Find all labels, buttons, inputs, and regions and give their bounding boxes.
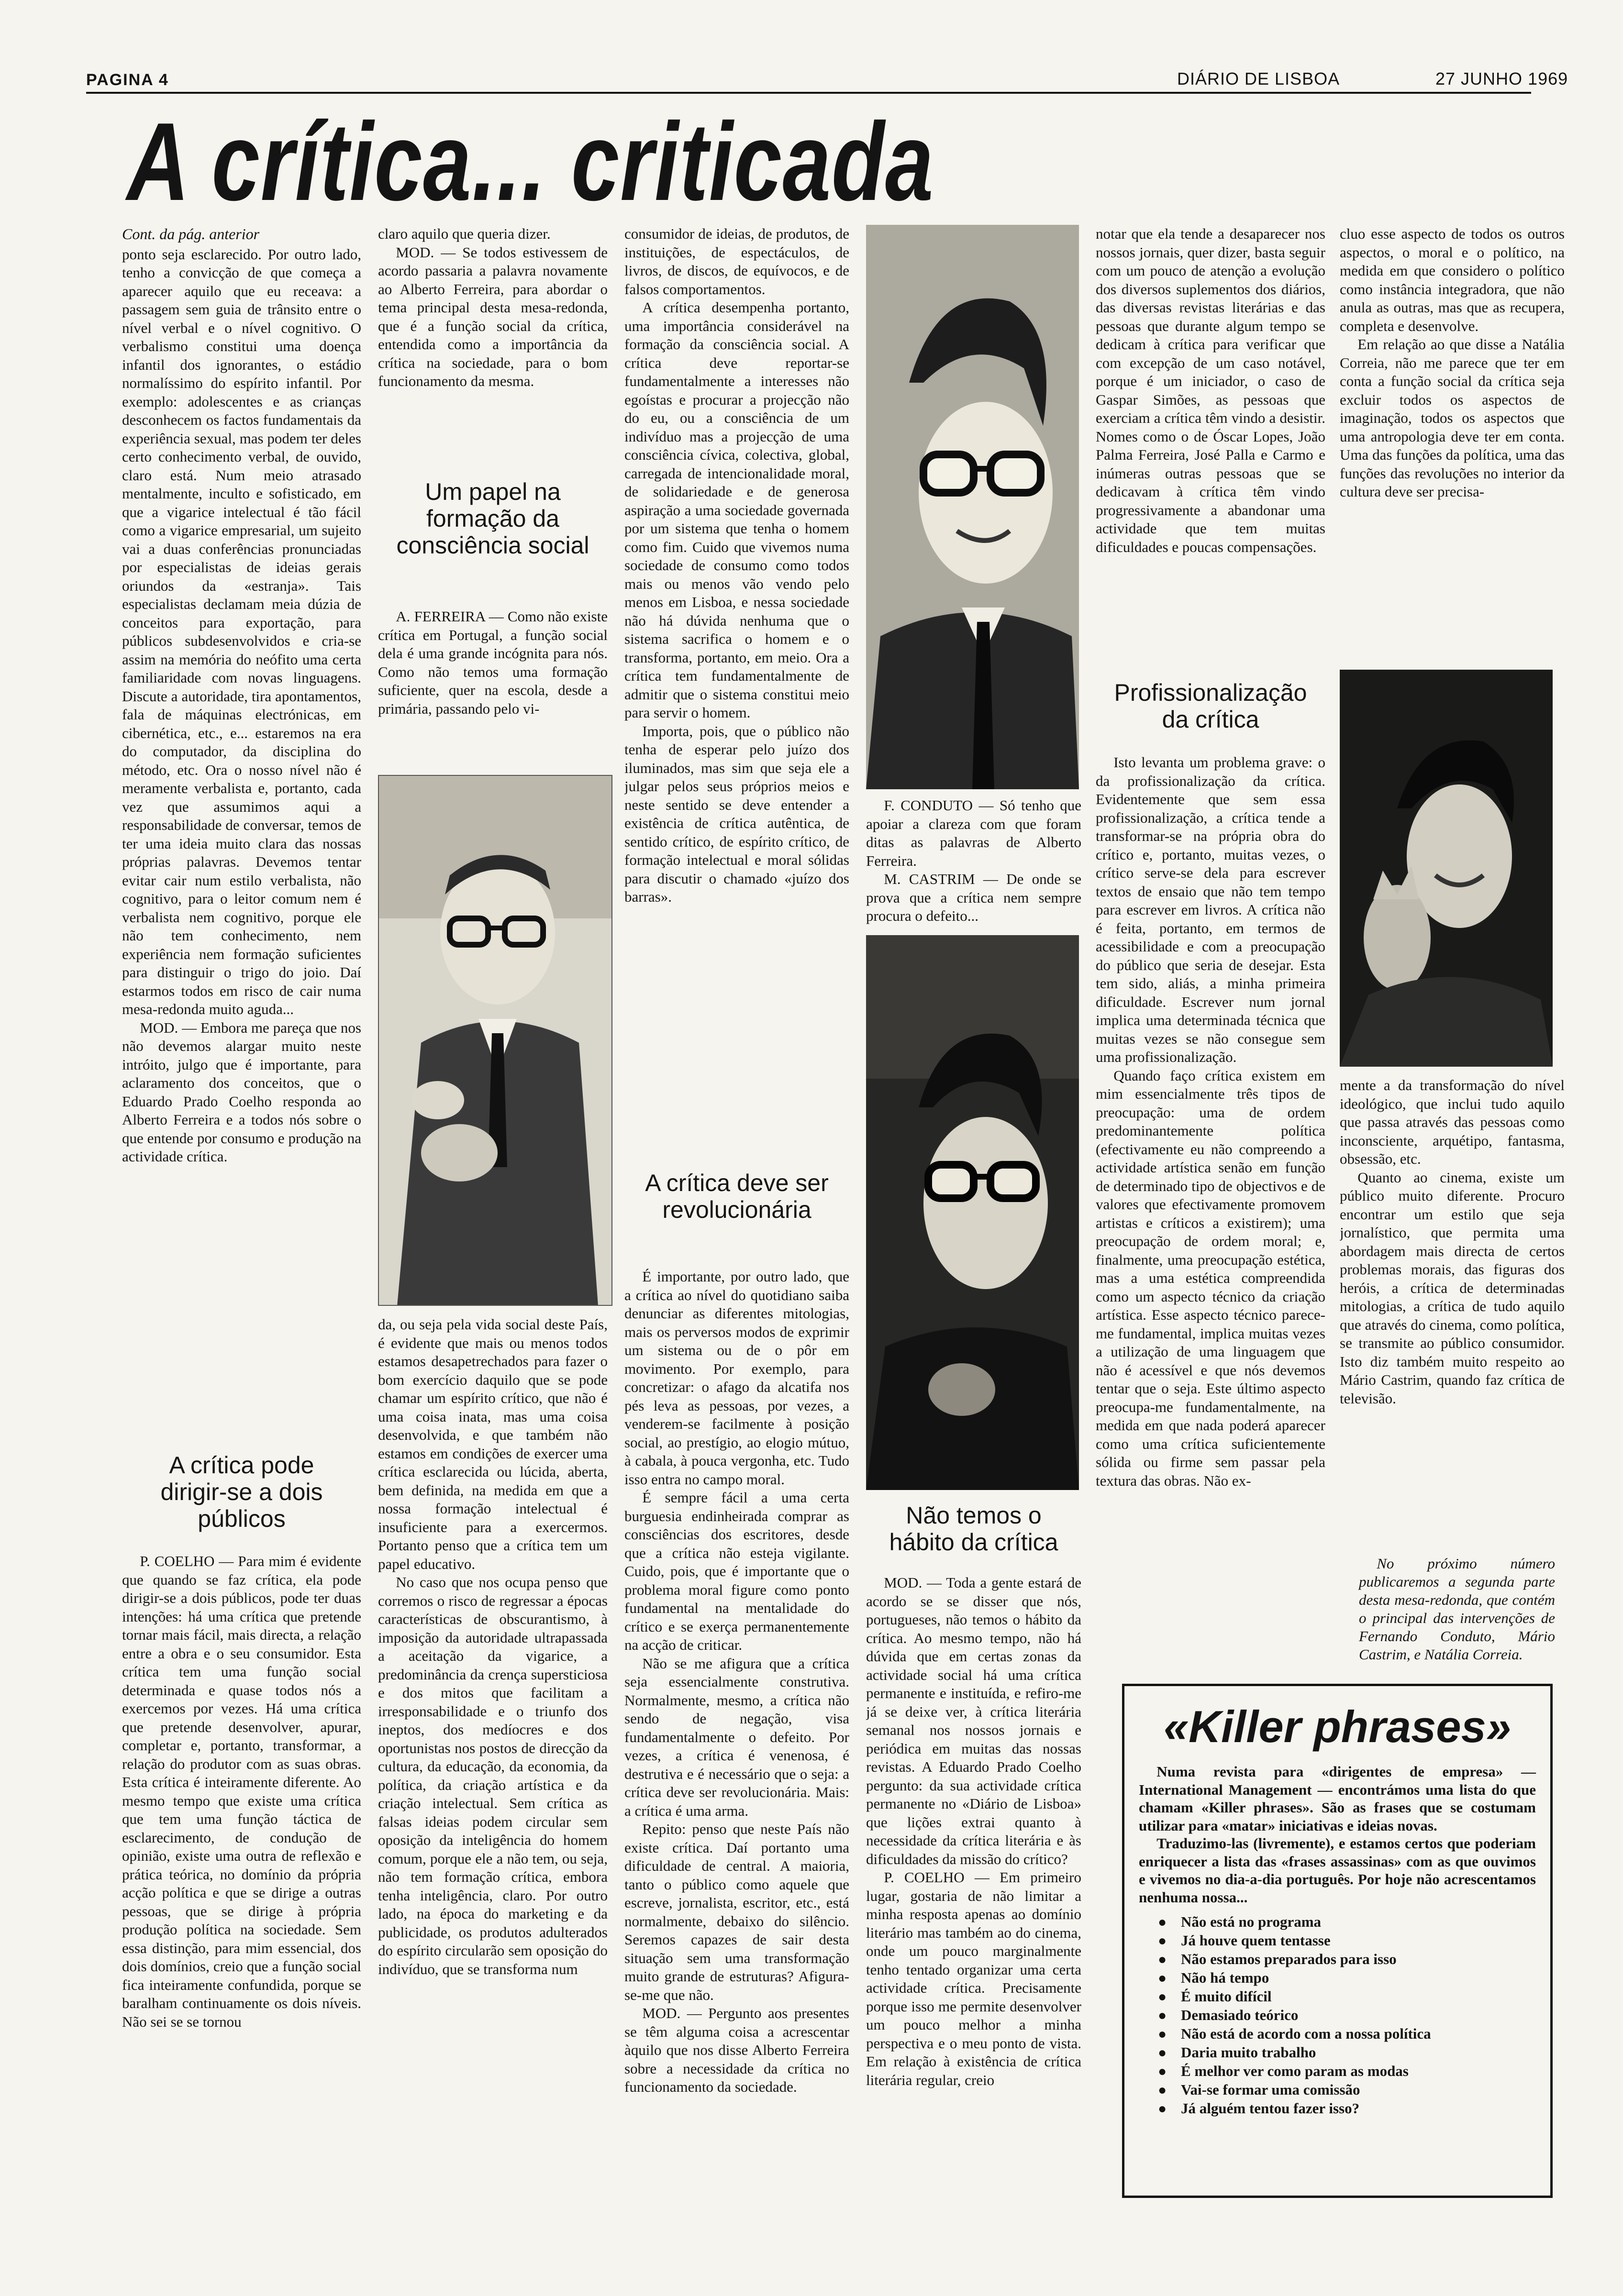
paragraph: É importante, por outro lado, que a crítica ao nível do quotidiano saiba denunciar as diferentes mitologias, mais os perversos modos de exprimir um sistema ou de o pôr em movimento. Por exemplo, para concretizar: o afago da alcatifa nos pés leva as pessoas, por vezes, a venderem-se facilmente à posição social, ao prestígio, ao elogio mútuo, à cabala, à pouca vergonha, etc. Tudo isso entra no campo moral. bbox=[624, 1268, 849, 1488]
paragraph: MOD. — Embora me pareça que nos não devemos alargar muito neste intróito, julgo que é importante, para aclaramento dos conceitos, que o Eduardo Prado Coelho responda ao Alberto Ferreira e a todos nós sobre o que entende por consumo e produção na actividade crítica. bbox=[122, 1019, 361, 1165]
headline: A crítica... criticada bbox=[127, 100, 934, 224]
killer-phrase-item bbox=[1158, 2081, 1550, 2099]
killer-phrases-title: «Killer phrases» bbox=[1163, 1701, 1512, 1752]
column-2-top-paragraph bbox=[378, 607, 608, 765]
column-4-continued bbox=[866, 1574, 1081, 2186]
column-2-continued bbox=[378, 1315, 608, 2186]
paragraph: É sempre fácil a uma certa burguesia endinheirada comprar as consciências dos escritores, desde que a crítica não esteja vigilante. Cuido, pois, que é importante que o problema moral figure como ponto fundamental na mentalidade do crítico e se exerça permanentemente na acção de criticar. bbox=[624, 1489, 849, 1653]
killer-phrases-intro bbox=[1124, 1763, 1550, 1906]
continued-note: Cont. da pág. anterior bbox=[122, 225, 260, 243]
killer-phrase-text: Demasiado teórico bbox=[1181, 2007, 1299, 2023]
paragraph: Numa revista para «dirigentes de empresa» — International Management — encontrámos uma lista do que chamam «Killer phrases». São as frases que se costumam utilizar para «matar» iniciativas e ideias novas. bbox=[1139, 1763, 1536, 1834]
man-gesturing-photo bbox=[1340, 670, 1553, 1067]
killer-phrases-list bbox=[1124, 1913, 1550, 2118]
bullet-icon: ● bbox=[1158, 1914, 1167, 1930]
bullet-icon: ● bbox=[1158, 1933, 1167, 1949]
bullet-icon: ● bbox=[1158, 2082, 1167, 2098]
subhead-critica-revolucionaria: A crítica deve ser revolucionária bbox=[645, 1170, 829, 1223]
killer-phrase-text: Não está no programa bbox=[1181, 1913, 1322, 1930]
bullet-icon: ● bbox=[1158, 2064, 1167, 2079]
column-5-continued bbox=[1096, 753, 1325, 1657]
paragraph: MOD. — Toda a gente estará de acordo se se disser que nós, portugueses, não temos o hábito da crítica. Ao mesmo tempo, não há dúvida que em certas zonas da actividade social há uma crítica permanente e instituída, e refiro-me já se deixe ver, à crítica literária semanal nos nossos jornais e periódica em muitas das nossas revistas. A Eduardo Prado Coelho pergunto: da sua actividade crítica permanente no «Diário de Lisboa» que lições extrai quanto à necessidade da crítica literária e às dificuldades da missão do crítico? bbox=[866, 1574, 1081, 1867]
column-6 bbox=[1340, 225, 1565, 569]
column-5 bbox=[1096, 225, 1325, 670]
column-1 bbox=[122, 225, 361, 1492]
column-1-continued bbox=[122, 1552, 361, 2188]
paragraph: MOD. — Pergunto aos presentes se têm alguma coisa a acrescentar àquilo que nos disse Alberto Ferreira sobre a necessidade da crítica no funcionamento da sociedade. bbox=[624, 2005, 849, 2095]
killer-phrase-item bbox=[1158, 2006, 1550, 2025]
newspaper-name: DIÁRIO DE LISBOA bbox=[1177, 69, 1340, 88]
paragraph: consumidor de ideias, de produtos, de instituições, de espectáculos, de livros, de discos, de equívocos, e de falsos comportamentos. bbox=[624, 225, 849, 298]
paragraph: F. CONDUTO — Só tenho que apoiar a clareza com que foram ditas as palavras de Alberto Ferreira. bbox=[866, 797, 1081, 869]
next-issue-note bbox=[1359, 1555, 1555, 1665]
paragraph: Repito: penso que neste País não existe crítica. Daí portanto uma dificuldade de central. A maioria, tanto o público como aquele que escreve, jornalista, escritor, etc., está normalmente, debaixo do silêncio. Seremos capazes de sair desta situação sem uma transformação muito grande de estruturas? Afigura-se-me que não. bbox=[624, 1821, 849, 2003]
paragraph: Quando faço crítica existem em mim essencialmente três tipos de preocupação: uma de ordem predominantemente política (efectivamente eu não compreendo a actividade artística senão em função de determinado tipo de objectivos e de valores que efectivamente promovem artistas e críticos a existirem); uma preocupação de ordem moral; e, finalmente, uma preocupação estética, mas a uma estética compreendida como um aspecto técnico da criação artística. Esse aspecto técnico parece-me fundamental, implica muitas vezes a utilização de uma linguagem que não é acessível e que nós devemos tentar que o seja. Este último aspecto preocupa-me fundamentalmente, na medida em que nada poderá aparecer como uma crítica suficientemente sólida ou firme sem passar pela textura das obras. Não ex- bbox=[1096, 1067, 1325, 1489]
killer-phrase-text: É melhor ver como param as modas bbox=[1181, 2063, 1409, 2079]
paragraph: A. FERREIRA — Como não existe crítica em Portugal, a função social dela é uma grande incógnita para nós. Como não temos uma formação suficiente, quer na escola, desde a primária, passando pelo vi- bbox=[378, 608, 608, 717]
column-3 bbox=[624, 225, 849, 1143]
paragraph: Traduzimo-las (livremente), e estamos certos que poderiam enriquecer a lista das «frases assassinas» com as que ouvimos e vivemos no dia-a-dia português. Por hoje não acrescentamos nenhuma nossa... bbox=[1139, 1835, 1536, 1906]
column-6-continued bbox=[1340, 1076, 1565, 1555]
paragraph: M. CASTRIM — De onde se prova que a crítica nem sempre procura o defeito... bbox=[866, 871, 1081, 924]
paragraph: notar que ela tende a desaparecer nos nossos jornais, quer dizer, basta seguir com um pouco de atenção a evolução dos diversos suplementos dos diários, das diversas revistas literárias e das pessoas que durante algum tempo se dedicam à crítica para verificar que com excepção de um caso notável, porque é um iniciador, o caso de Gaspar Simões, as pessoas que exerciam a crítica têm vindo a desistir. Nomes como o de Óscar Lopes, João Palma Ferreira, José Palla e Carmo e inúmeras outras pessoas que se dedicavam à crítica têm vindo progressivamente a abandonar uma actividade que tem muitas dificuldades e poucas compensações. bbox=[1096, 225, 1325, 555]
killer-phrase-item bbox=[1158, 1913, 1550, 1932]
killer-phrase-text: Daria muito trabalho bbox=[1181, 2044, 1316, 2061]
killer-phrase-text: Não há tempo bbox=[1181, 1969, 1269, 1986]
killer-phrase-item bbox=[1158, 2099, 1550, 2118]
paragraph: Quanto ao cinema, existe um público muito diferente. Procuro encontrar um estilo que seja jornalístico, que permita uma abordagem mais directa de certos problemas morais, das figuras dos heróis, a crítica de determinadas mitologias, a crítica de tudo aquilo que através do cinema, como política, se transmite ao público consumidor. Isto diz também muito respeito ao Mário Castrim, quando faz crítica de televisão. bbox=[1340, 1169, 1565, 1407]
paragraph: P. COELHO — Em primeiro lugar, gostaria de não limitar a minha resposta apenas ao domínio literário mas também ao do cinema, onde um pouco marginalmente tenho tentado organizar uma certa actividade crítica. Precisamente porque isso me permite desenvolver um pouco melhor a minha perspectiva e o meu ponto de vista. Em relação à existência de crítica literária regular, creio bbox=[866, 1869, 1081, 2088]
killer-phrase-item bbox=[1158, 1950, 1550, 1969]
killer-phrase-item bbox=[1158, 1987, 1550, 2006]
paragraph: Isto levanta um problema grave: o da profissionalização da crítica. Evidentemente que sem essa profissionalização, a crítica tende a transformar-se na própria obra do crítico e, portanto, muitas vezes, o crítico serve-se dela para escrever textos de ensaio que não tem tempo para escrever em livros. A crítica não é feita, portanto, em termos de acessibilidade e com a preocupação do público que seria de desejar. Esta tem sido, aliás, a minha primeira dificuldade. Escrever num jornal implica uma determinada técnica que muitas vezes se não consegue sem uma profissionalização. bbox=[1096, 754, 1325, 1065]
man-with-glasses-photo-bottom bbox=[866, 935, 1079, 1490]
killer-phrase-text: Já houve quem tentasse bbox=[1181, 1932, 1331, 1949]
paragraph: A crítica desempenha portanto, uma importância considerável na formação da consciência social. A crítica deve reportar-se fundamentalmente a interesses não egoístas e procurar a projecção não do eu, ou a consciência de um indivíduo mas a projecção de uma consciência cívica, colectiva, global, carregada de intencionalidade moral, de solidariedade e de generosa aspiração a uma sociedade governada por um sistema que tenha o homem como fim. Cuido que vivemos numa sociedade de consumo como todos mais ou menos vão vendo pelo menos em Lisboa, e nessa sociedade não há dúvida nenhuma que o sistema sacrifica o homem e o transforma, portanto, em meio. Ora a crítica tem fundamentalmente de admitir que o sistema constitui meio para servir o homem. bbox=[624, 299, 849, 721]
killer-phrase-text: Não está de acordo com a nossa política bbox=[1181, 2025, 1431, 2042]
killer-phrase-item bbox=[1158, 2043, 1550, 2062]
killer-phrase-item bbox=[1158, 1969, 1550, 1987]
bullet-icon: ● bbox=[1158, 2026, 1167, 2042]
killer-phrase-item bbox=[1158, 2025, 1550, 2043]
alberto-ferreira-photo bbox=[378, 775, 612, 1306]
killer-phrase-item bbox=[1158, 1932, 1550, 1950]
paragraph: ponto seja esclarecido. Por outro lado, tenho a convicção de que começa a aparecer aquilo que eu receava: a passagem sem guia de trânsito entre o nível verbal e o nível cognitivo. O verbalismo constitui uma doença infantil dos ignorantes, o estádio normalíssimo do espírito infantil. Por exemplo: adolescentes e as crianças desconhecem os factos fundamentais da experiência sexual, mas podem ter deles certo conhecimento verbal, de ouvido, claro está. Num meio atrasado mentalmente, inculto e sofisticado, em que a vigarice intelectual é tão fácil como a vigarice empresarial, um sujeito vai a duas conferências pronunciadas por especialistas de ideias gerais oriundos da «estranja». Tais especialistas declamam meia dúzia de conceitos para exportação, para públicos subdesenvolvidos e cria-se assim na memória do neófito uma certa familiaridade com novas linguagens. Discute a autoridade, tira apontamentos, fala de máquinas electrónicas, em cibernética, etc., e... estaremos na era do computador, da disciplina do método, etc. Ora o nosso nível não é meramente verbalista e, portanto, cada vez que assumimos aqui a responsabilidade de conversar, temos de ter uma ideia muito clara das nossas próprias palavras. Devemos tentar evitar cair num estilo verbalista, não cognitivo, para o leitor comum nem é verbalista nem cognitivo, porque ele não tem conhecimento, nem experiência nem formação suficientes para distinguir o trigo do joio. Daí estarmos todos em risco de cair numa mesa-redonda muito aguda... bbox=[122, 245, 361, 1017]
killer-phrase-text: Vai-se formar uma comissão bbox=[1181, 2081, 1360, 2098]
paragraph: Não se me afigura que a crítica seja essencialmente construtiva. Normalmente, mesmo, a crítica não sendo de negação, visa fundamentalmente o defeito. Por vezes, a crítica é venenosa, é destrutiva e é necessário que o seja: a crítica deve ser revolucionária. Mais: a crítica é uma arma. bbox=[624, 1655, 849, 1819]
paragraph: No caso que nos ocupa penso que corremos o risco de regressar a épocas características de obscurantismo, à imposição da autoridade ultrapassada a aceitação da vigarice, a predominância da crença supersticiosa e dos mitos que facilitam a irresponsabilidade e o triunfo dos ineptos, dos medíocres e dos oportunistas nos postos de direcção da cultura, da educação, da economia, da política, da criação artística e da criação intelectual. Sem crítica as falsas ideias podem circular sem oposição da inteligência do homem comum, porque ele a não tem, ou seja, não tem formação crítica, embora tenha inteligência, claro. Por outro lado, na época do marketing e da publicidade, os produtos adulterados do espírito circularão sem oposição do indivíduo, que se transforma num bbox=[378, 1574, 608, 1977]
page-number: PAGINA 4 bbox=[86, 71, 169, 89]
bullet-icon: ● bbox=[1158, 2045, 1167, 2061]
subhead-habito-critica: Não temos o hábito da crítica bbox=[889, 1502, 1058, 1556]
killer-phrase-text: Não estamos preparados para isso bbox=[1181, 1951, 1397, 1967]
paragraph: mente a da transformação do nível ideológico, que inclui tudo aquilo que passa através das pessoas como inconsciente, arquétipo, fantasma, obsessão, etc. bbox=[1340, 1077, 1565, 1167]
bullet-icon: ● bbox=[1158, 1970, 1167, 1986]
header-rule bbox=[86, 92, 1531, 94]
paragraph: MOD. — Se todos estivessem de acordo passaria a palavra novamente ao Alberto Ferreira, para abordar o tema principal desta mesa-redonda, que é a função social da crítica, entendida como a importância da crítica na sociedade, para o bom funcionamento da mesma. bbox=[378, 243, 608, 389]
paragraph: Em relação ao que disse a Natália Correia, não me parece que ter em conta a função social da crítica seja excluir todos os aspectos de imaginação, todos os aspectos que uma antropologia deve ter em conta. Uma das funções da política, uma das funções das revoluções no interior da cultura deve ser precisa- bbox=[1340, 336, 1565, 500]
subhead-papel-formacao: Um papel na formação da consciência social bbox=[396, 478, 589, 559]
bullet-icon: ● bbox=[1158, 1952, 1167, 1967]
killer-phrase-text: Já alguém tentou fazer isso? bbox=[1181, 2100, 1360, 2117]
column-4-captions bbox=[866, 796, 1081, 940]
subhead-profissionalizacao: Profissionalização da crítica bbox=[1114, 679, 1307, 733]
killer-phrase-item bbox=[1158, 2062, 1550, 2081]
man-with-glasses-photo-top bbox=[866, 225, 1079, 789]
paragraph: da, ou seja pela vida social deste País, é evidente que mais ou menos todos estamos desapetrechados para fazer o bom exercício daquilo que se pode chamar um espírito crítico, que não é uma coisa inata, mas uma coisa desenvolvida, e que também não estamos em condições de exercer uma crítica esclarecida ou lúcida, aberta, bem definida, na medida em que a nossa formação intelectual é insuficiente para a exercermos. Portanto penso que a crítica tem um papel educativo. bbox=[378, 1316, 608, 1572]
paragraph: claro aquilo que queria dizer. bbox=[378, 225, 551, 242]
killer-phrase-text: É muito difícil bbox=[1181, 1988, 1272, 2005]
bullet-icon: ● bbox=[1158, 2101, 1167, 2117]
note-text: No próximo número publicaremos a segunda parte desta mesa-redonda, que contém o principal das intervenções de Fernando Conduto, Mário Castrim, e Natália Correia. bbox=[1359, 1555, 1555, 1663]
paragraph: Importa, pois, que o público não tenha de esperar pelo juízo dos iluminados, mas sim que seja ele a julgar pelos seus próprios meios e neste sentido se deve entender a existência de crítica autêntica, de sentido crítico, de espírito crítico, de formação intelectual e moral sólidas para discutir o chamado «juízo dos barras». bbox=[624, 722, 849, 905]
killer-phrases-box bbox=[1122, 1684, 1553, 2198]
subhead-dois-publicos: A crítica pode dirigir-se a dois públicos bbox=[160, 1452, 323, 1532]
issue-date: 27 JUNHO 1969 bbox=[1435, 69, 1568, 88]
column-2 bbox=[378, 225, 608, 454]
column-3-continued bbox=[624, 1268, 849, 2186]
paragraph: cluo esse aspecto de todos os outros aspectos, o moral e o político, na medida em que considero o político como instância integradora, que não anula as outras, mas que as recupera, completa e desenvolve. bbox=[1340, 225, 1565, 334]
bullet-icon: ● bbox=[1158, 2008, 1167, 2023]
paragraph: P. COELHO — Para mim é evidente que quando se faz crítica, ela pode dirigir-se a dois públicos, pode ter duas intenções: há uma crítica que pretende tornar mais fácil, mais directa, a relação entre a obra e o seu consumidor. Esta crítica tem uma função social determinada e quase todos nós a exercemos por vezes. Há uma crítica que pretende desenvolver, apurar, completar e, portanto, transformar, a relação do produtor com as suas obras. Esta crítica é inteiramente diferente. Ao mesmo tempo que existe uma crítica que tem uma função táctica de esclarecimento, de condução de opinião, existe uma outra de reflexão e prática teórica, no domínio da própria acção política e que se dirige a outras pessoas, que se dirige à própria produção política na sociedade. Sem essa distinção, para mim essencial, dos dois domínios, creio que a função social fica inteiramente confundida, porque se baralham continuamente os dois níveis. Não sei se se tornou bbox=[122, 1553, 361, 2030]
bullet-icon: ● bbox=[1158, 1989, 1167, 2005]
